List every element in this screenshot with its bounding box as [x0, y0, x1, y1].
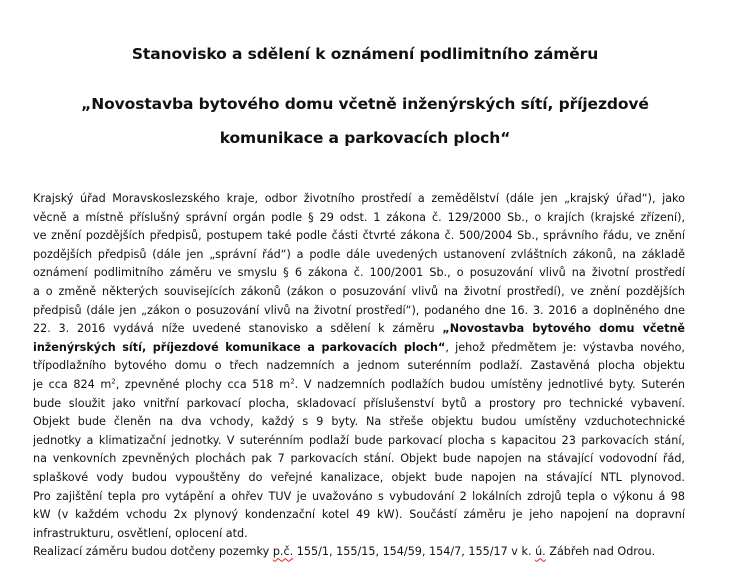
project-name-line-2: komunikace a parkovacích ploch“ [219, 129, 511, 147]
spellcheck-marked-text: ú. [535, 545, 546, 559]
superscript: 2 [111, 377, 116, 386]
body-line [33, 339, 685, 358]
project-name-line-1: „Novostavba bytového domu včetně inženýrských sítí, příjezdové [81, 95, 649, 113]
body-text: , jehož předmětem je: výstavba nového, [445, 340, 685, 354]
body-line: Pro zajištění tepla pro vytápění a ohřev TUV je uvažováno s vybudování 2 lokálních zdrojů tepla o výkonu á 98 [33, 489, 685, 503]
body-line: na venkovních zpevněných plochách pak 7 parkovacích stání. Objekt bude napojen na stávající vodovodní řád, [33, 452, 685, 466]
document-title: Stanovisko a sdělení k oznámení podlimitního záměru [131, 45, 599, 63]
body-line: splaškové vody budou vypouštěny do veřejné kanalizace, objekt bude napojen na stávající NTL plynovod. [33, 470, 685, 484]
body-line [33, 543, 685, 562]
body-line: Krajský úřad Moravskoslezského kraje, odbor životního prostředí a zemědělství (dále jen „krajský úřad“), jako [33, 192, 685, 205]
project-name-bold: inženýrských sítí, příjezdové komunikace a parkovacích ploch“ [33, 340, 446, 354]
body-line: a o změně některých souvisejících zákonů (zákon o posuzování vlivů na životní prostředí), ve znění pozdějších [33, 284, 685, 298]
body-text: Zábřeh nad Odrou. [545, 545, 656, 559]
body-line: kW (v každém vchodu 2x plynový kondenzační kotel 49 kW). Součástí záměru je jeho napojení na dopravní [33, 508, 685, 522]
body-line [33, 320, 685, 339]
body-line: třípodlažního bytového domu o třech nadzemních a jednom suterénním podlaží. Zastavěná plocha objektu [33, 359, 685, 373]
body-line: oznámení podlimitního záměru ve smyslu § 6 zákona č. 100/2001 Sb., o posuzování vlivů na životní prostředí [33, 266, 685, 280]
body-text: Realizací záměru budou dotčeny pozemky [33, 545, 273, 559]
body-line: ve znění pozdějších předpisů, postupem také podle části čtvrté zákona č. 500/2004 Sb., správního řádu, ve znění [33, 229, 685, 243]
body-line: předpisů (dále jen „zákon o posuzování vlivů na životní prostředí“), podaného dne 16. 3. 2016 a doplněného dne [33, 303, 685, 317]
body-line [33, 376, 685, 395]
spellcheck-marked-text: p.č. [272, 545, 294, 559]
body-line: pozdějších předpisů (dále jen „správní řád“) a podle dále uvedených ustanovení zvláštních zákonů, na základě [33, 247, 685, 261]
superscript: 2 [290, 377, 295, 386]
body-text: . V nadzemních podlažích budou umístěny jednotlivé byty. Suterén [294, 377, 685, 391]
body-line: infrastrukturu, osvětlení, oplocení atd. [33, 526, 248, 540]
body-text: , zpevněné plochy cca 518 m [115, 377, 291, 391]
body-line: bude sloužit jako vnitřní parkovací plocha, skladovací příslušenství bytů a prostory pro technické vybavení. [33, 396, 685, 410]
body-line: věcně a místně příslušný správní orgán podle § 29 odst. 1 zákona č. 129/2000 Sb., o krajích (krajské zřízení), [33, 210, 685, 224]
body-line: jednotky a klimatizační jednotky. V suterénním podlaží bude parkovací plocha s kapacitou 23 parkovacích stání, [33, 433, 685, 447]
body-text: 22. 3. 2016 vydává níže uvedené stanovisko a sdělení k záměru [33, 322, 443, 336]
statement-body [33, 190, 685, 562]
body-text: je cca 824 m [33, 377, 112, 391]
body-text: 155/1, 155/15, 154/59, 154/7, 155/17 v k. [293, 545, 536, 559]
project-name-bold: „Novostavba bytového domu včetně [442, 322, 685, 336]
body-line: Objekt bude členěn na dva vchody, každý s 9 byty. Na střeše objektu budou umístěny vzduchotechnické [33, 415, 685, 429]
